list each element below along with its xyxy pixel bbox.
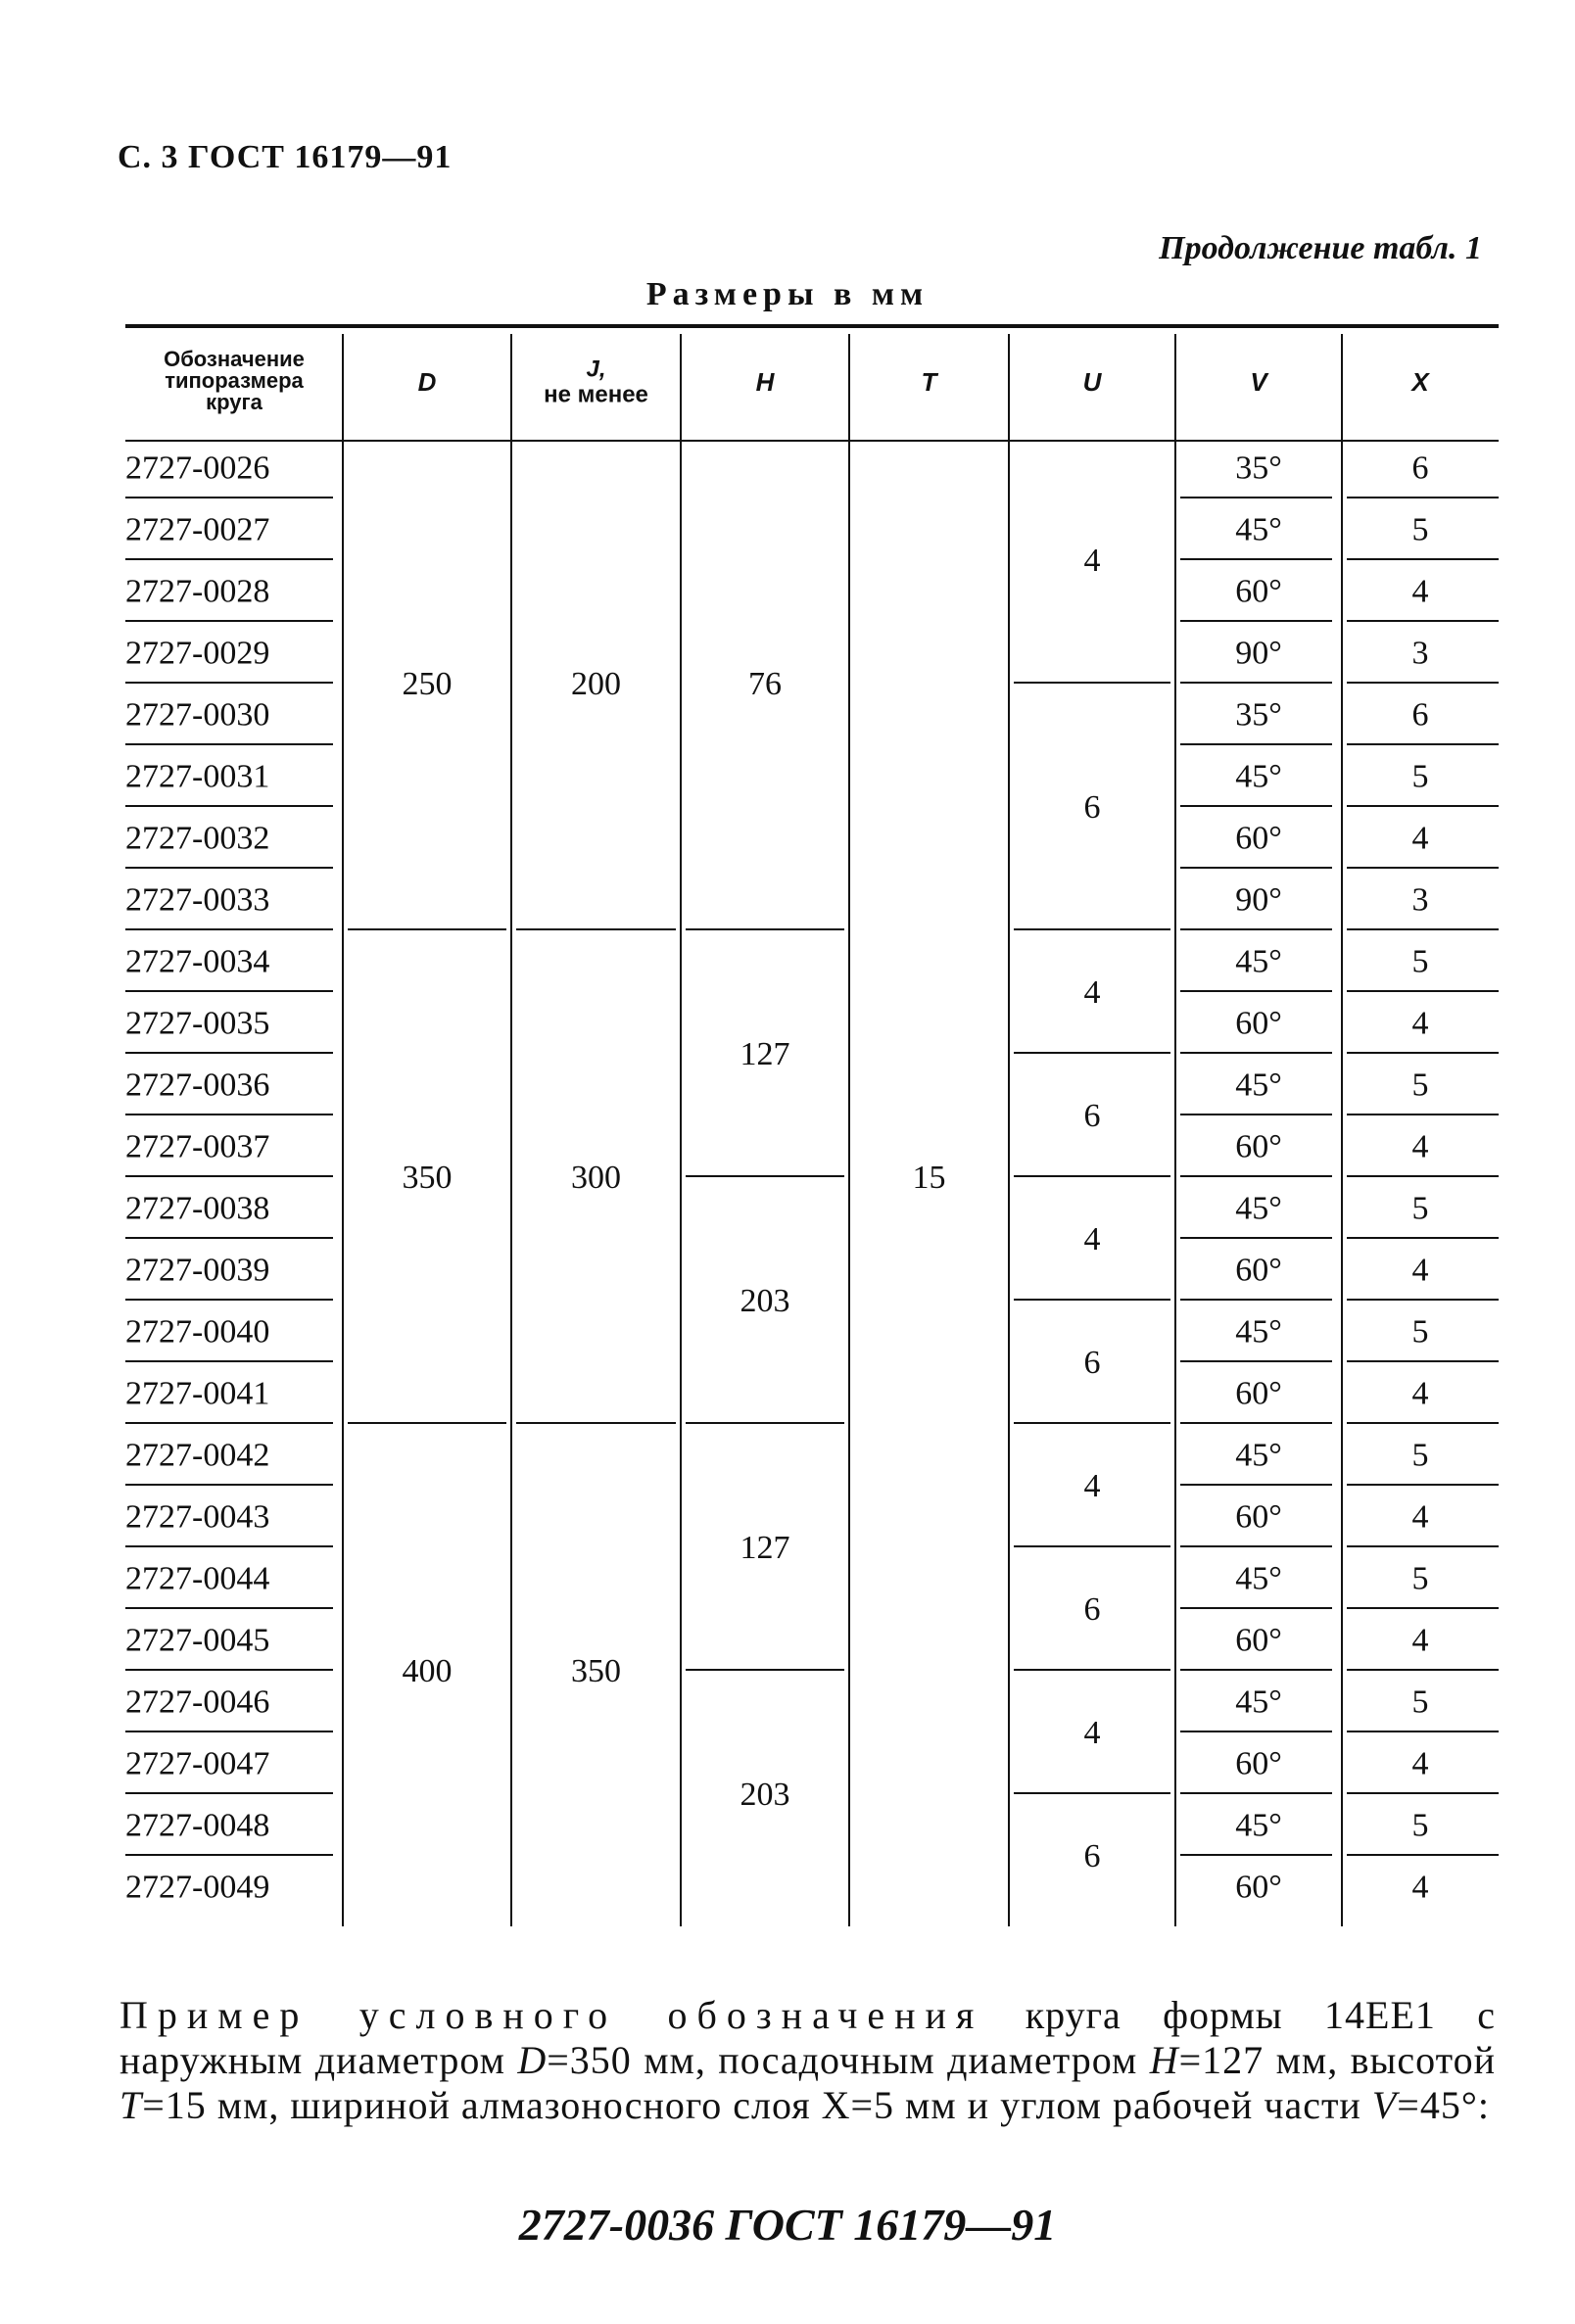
example-paragraph: [119, 1993, 1496, 2128]
row-angle-v: 45°: [1235, 1067, 1282, 1104]
row-width-x: 5: [1411, 758, 1429, 795]
row-code: 2727-0046: [125, 1684, 270, 1721]
row-width-x: 4: [1411, 573, 1429, 610]
row-angle-v: 45°: [1235, 1560, 1282, 1597]
group-u: 6: [1083, 788, 1101, 826]
row-width-x: 5: [1411, 1437, 1429, 1474]
row-width-x: 4: [1411, 1622, 1429, 1659]
row-angle-v: 60°: [1235, 573, 1282, 610]
row-angle-v: 45°: [1235, 943, 1282, 980]
group-j: 300: [571, 1159, 621, 1196]
row-angle-v: 60°: [1235, 820, 1282, 857]
column-header-designation: круга: [206, 389, 262, 414]
column-header-h: H: [755, 366, 775, 397]
row-angle-v: 45°: [1235, 758, 1282, 795]
row-code: 2727-0044: [125, 1560, 270, 1597]
symbol-h: H: [1149, 2038, 1179, 2082]
row-angle-v: 60°: [1235, 1375, 1282, 1412]
row-angle-v: 60°: [1235, 1745, 1282, 1782]
row-width-x: 6: [1411, 450, 1429, 487]
row-width-x: 4: [1411, 1745, 1429, 1782]
group-d: 250: [402, 665, 453, 702]
row-code: 2727-0029: [125, 635, 270, 672]
row-code: 2727-0047: [125, 1745, 270, 1782]
row-code: 2727-0035: [125, 1005, 270, 1042]
symbol-d: D: [517, 2038, 548, 2082]
column-header-v: V: [1250, 366, 1267, 397]
row-width-x: 5: [1411, 1067, 1429, 1104]
row-angle-v: 60°: [1235, 1252, 1282, 1289]
example-lead: Пример условного обозначения: [119, 1993, 984, 2037]
group-u: 6: [1083, 1837, 1101, 1874]
row-angle-v: 60°: [1235, 1005, 1282, 1042]
group-d: 400: [402, 1652, 453, 1689]
example-text: =45°:: [1397, 2083, 1490, 2127]
row-width-x: 5: [1411, 943, 1429, 980]
row-code: 2727-0037: [125, 1128, 270, 1165]
row-code: 2727-0045: [125, 1622, 270, 1659]
designation-example: 2727-0036 ГОСТ 16179—91: [518, 2200, 1057, 2250]
row-width-x: 5: [1411, 1190, 1429, 1227]
row-angle-v: 60°: [1235, 1869, 1282, 1906]
row-angle-v: 45°: [1235, 1437, 1282, 1474]
row-width-x: 4: [1411, 1128, 1429, 1165]
example-text: =350 мм, посадочным диаметром: [547, 2038, 1150, 2082]
row-angle-v: 60°: [1235, 1622, 1282, 1659]
group-j: 350: [571, 1652, 621, 1689]
row-width-x: 5: [1411, 1560, 1429, 1597]
symbol-t: T: [119, 2083, 143, 2127]
example-text: =15 мм, шириной алмазоносного слоя X=5 мм и углом рабочей части: [142, 2083, 1372, 2127]
row-code: 2727-0043: [125, 1498, 270, 1536]
row-width-x: 5: [1411, 511, 1429, 548]
row-code: 2727-0031: [125, 758, 270, 795]
row-width-x: 4: [1411, 1252, 1429, 1289]
group-h: 127: [740, 1529, 790, 1566]
row-code: 2727-0034: [125, 943, 270, 980]
example-text: круга формы 14EE1 с наружным диаметром: [119, 1993, 1497, 2082]
row-width-x: 6: [1411, 696, 1429, 734]
column-header-designation: Обозначение: [164, 346, 305, 371]
row-code: 2727-0042: [125, 1437, 270, 1474]
column-header-x: X: [1411, 366, 1429, 397]
group-h: 76: [748, 665, 782, 702]
group-u: 4: [1083, 1467, 1101, 1504]
row-code: 2727-0026: [125, 450, 270, 487]
group-d: 350: [402, 1159, 453, 1196]
row-code: 2727-0040: [125, 1313, 270, 1351]
row-code: 2727-0030: [125, 696, 270, 734]
row-code: 2727-0033: [125, 881, 270, 919]
group-h: 203: [740, 1776, 790, 1813]
row-angle-v: 45°: [1235, 511, 1282, 548]
group-t: 15: [912, 1159, 946, 1196]
example-text: =127 мм, высотой: [1178, 2038, 1497, 2082]
column-header-u: U: [1082, 366, 1102, 397]
row-angle-v: 45°: [1235, 1313, 1282, 1351]
row-width-x: 3: [1411, 635, 1429, 672]
row-angle-v: 35°: [1235, 450, 1282, 487]
column-header-j-note: не менее: [544, 381, 648, 408]
column-header-d: D: [417, 366, 437, 397]
row-code: 2727-0039: [125, 1252, 270, 1289]
row-width-x: 3: [1411, 881, 1429, 919]
group-h: 127: [740, 1035, 790, 1072]
row-code: 2727-0027: [125, 511, 270, 548]
row-code: 2727-0028: [125, 573, 270, 610]
row-code: 2727-0032: [125, 820, 270, 857]
row-code: 2727-0038: [125, 1190, 270, 1227]
row-angle-v: 90°: [1235, 881, 1282, 919]
row-angle-v: 35°: [1235, 696, 1282, 734]
row-width-x: 4: [1411, 820, 1429, 857]
column-header-designation: типоразмера: [165, 367, 304, 393]
units-caption: Размеры в мм: [645, 276, 930, 312]
group-u: 6: [1083, 1344, 1101, 1381]
row-width-x: 5: [1411, 1684, 1429, 1721]
row-code: 2727-0036: [125, 1067, 270, 1104]
table-continuation-label: Продолжение табл. 1: [1159, 230, 1482, 266]
row-angle-v: 45°: [1235, 1807, 1282, 1844]
row-code: 2727-0048: [125, 1807, 270, 1844]
row-width-x: 4: [1411, 1375, 1429, 1412]
row-width-x: 5: [1411, 1807, 1429, 1844]
group-u: 6: [1083, 1590, 1101, 1628]
column-header-t: T: [921, 366, 937, 397]
row-width-x: 5: [1411, 1313, 1429, 1351]
row-angle-v: 60°: [1235, 1498, 1282, 1536]
row-angle-v: 45°: [1235, 1190, 1282, 1227]
row-width-x: 4: [1411, 1005, 1429, 1042]
page-header: С. 3 ГОСТ 16179—91: [118, 139, 453, 175]
group-h: 203: [740, 1282, 790, 1319]
row-angle-v: 45°: [1235, 1684, 1282, 1721]
row-code: 2727-0049: [125, 1869, 270, 1906]
row-angle-v: 60°: [1235, 1128, 1282, 1165]
group-u: 4: [1083, 973, 1101, 1011]
column-header-j: J,: [586, 356, 606, 383]
row-width-x: 4: [1411, 1498, 1429, 1536]
symbol-v: V: [1371, 2083, 1398, 2127]
row-angle-v: 90°: [1235, 635, 1282, 672]
row-width-x: 4: [1411, 1869, 1429, 1906]
group-u: 4: [1083, 542, 1101, 579]
group-u: 6: [1083, 1097, 1101, 1134]
group-j: 200: [571, 665, 621, 702]
row-code: 2727-0041: [125, 1375, 270, 1412]
group-u: 4: [1083, 1714, 1101, 1751]
group-u: 4: [1083, 1220, 1101, 1257]
